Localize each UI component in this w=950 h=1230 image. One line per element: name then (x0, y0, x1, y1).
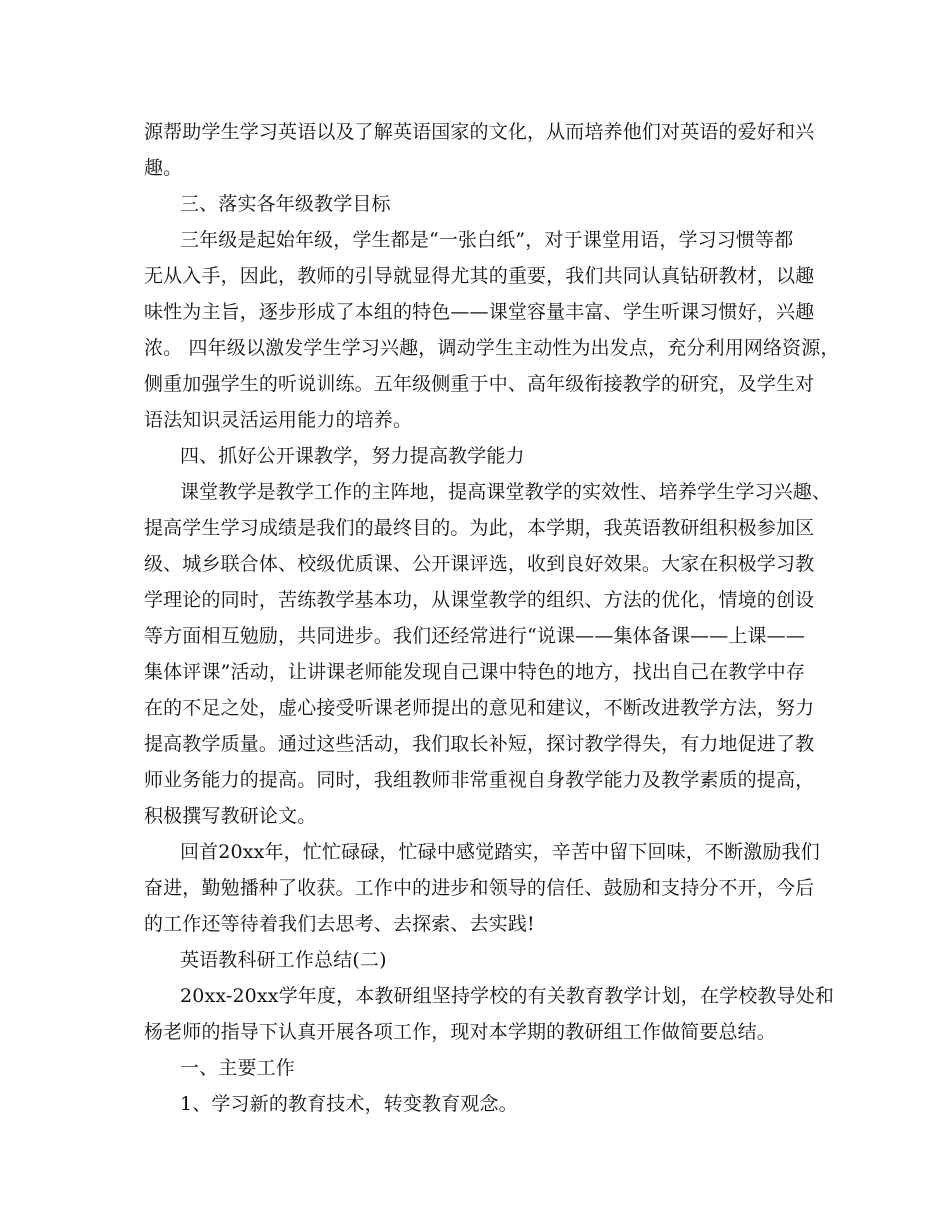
paragraph-line: 20xx-20xx学年度，本教研组坚持学校的有关教育教学计划，在学校教导处和 (180, 985, 835, 1007)
paragraph-line: 提高教学质量。通过这些活动，我们取长补短，探讨教学得失，有力地促进了教 (144, 733, 815, 755)
paragraph-line: 学理论的同时，苦练教学基本功，从课堂教学的组织、方法的优化，情境的创设 (144, 589, 815, 611)
paragraph-line: 在的不足之处，虚心接受听课老师提出的意见和建议，不断改进教学方法，努力 (144, 697, 815, 719)
section-heading: 一、主要工作 (180, 1057, 295, 1079)
paragraph-line: 级、城乡联合体、校级优质课、公开课评选，收到良好效果。大家在积极学习教 (144, 553, 815, 575)
paragraph-line: 味性为主旨，逐步形成了本组的特色——课堂容量丰富、学生听课习惯好，兴趣 (144, 301, 815, 323)
paragraph-line: 奋进，勤勉播种了收获。工作中的进步和领导的信任、鼓励和支持分不开，今后 (144, 877, 815, 899)
document-subtitle: 英语教科研工作总结(二) (180, 949, 387, 971)
paragraph-line: 集体评课”活动，让讲课老师能发现自己课中特色的地方，找出自己在教学中存 (144, 661, 805, 683)
paragraph-line: 浓。 四年级以激发学生学习兴趣，调动学生主动性为出发点，充分利用网络资源， (144, 337, 840, 359)
paragraph-line: 等方面相互勉励，共同进步。我们还经常进行“说课——集体备课——上课—— (144, 625, 805, 647)
paragraph-line: 积极撰写教研论文。 (144, 805, 317, 827)
list-item: 1、学习新的教育技术，转变教育观念。 (180, 1093, 518, 1115)
section-heading: 四、抓好公开课教学，努力提高教学能力 (180, 445, 525, 467)
paragraph-line: 侧重加强学生的听说训练。五年级侧重于中、高年级衔接教学的研究，及学生对 (144, 373, 815, 395)
paragraph-line: 提高学生学习成绩是我们的最终目的。为此，本学期，我英语教研组积极参加区 (144, 517, 815, 539)
paragraph-line: 回首20xx年，忙忙碌碌，忙碌中感觉踏实，辛苦中留下回味，不断激励我们 (180, 841, 820, 863)
paragraph-line: 语法知识灵活运用能力的培养。 (144, 409, 413, 431)
section-heading: 三、落实各年级教学目标 (180, 193, 391, 215)
paragraph-line: 三年级是起始年级，学生都是“一张白纸”，对于课堂用语，学习习惯等都 (180, 229, 794, 251)
paragraph-line: 源帮助学生学习英语以及了解英语国家的文化，从而培养他们对英语的爱好和兴 (144, 121, 815, 143)
paragraph-line: 无从入手，因此，教师的引导就显得尤其的重要，我们共同认真钻研教材，以趣 (144, 265, 815, 287)
paragraph-line: 课堂教学是教学工作的主阵地，提高课堂教学的实效性、培养学生学习兴趣、 (180, 481, 832, 503)
paragraph-line: 师业务能力的提高。同时，我组教师非常重视自身教学能力及教学素质的提高， (144, 769, 815, 791)
paragraph-line: 趣。 (144, 157, 183, 179)
paragraph-line: 的工作还等待着我们去思考、去探索、去实践! (144, 913, 535, 935)
paragraph-line: 杨老师的指导下认真开展各项工作，现对本学期的教研组工作做简要总结。 (144, 1021, 776, 1043)
